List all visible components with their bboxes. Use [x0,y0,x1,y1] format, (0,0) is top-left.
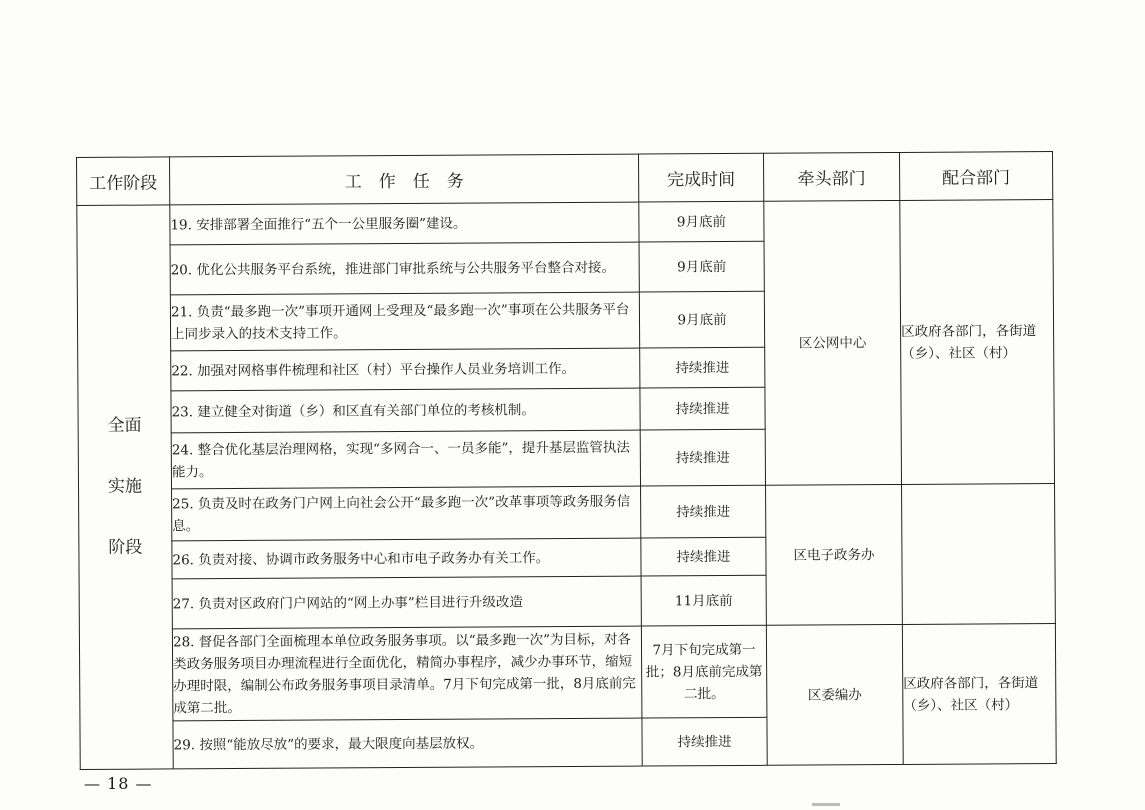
time-cell: 9月底前 [639,241,764,292]
task-cell: 27. 负责对区政府门户网站的“网上办事”栏目进行升级改造 [172,576,641,629]
stage-line: 阶段 [108,537,143,558]
stage-cell [77,205,173,770]
table-header-row [77,152,1053,206]
coop-dept-cell: 区政府各部门，各街道（乡）、社区（村） [902,624,1056,765]
lead-dept-cell: 区公网中心 [764,200,902,485]
time-cell: 11月底前 [641,575,766,626]
time-cell: 持续推进 [640,347,765,388]
lead-dept-cell: 区委编办 [766,624,903,765]
time-cell: 9月底前 [639,201,764,242]
header-time: 完成时间 [638,153,763,202]
task-cell: 26. 负责对接、协调市政务服务中心和市电子政务办有关工作。 [172,538,641,579]
task-cell: 22. 加强对网格事件梳理和社区（村）平台操作人员业务培训工作。 [171,348,640,391]
coop-dept-cell [902,484,1056,625]
time-cell: 持续推进 [640,387,765,430]
header-coop: 配合部门 [899,152,1052,201]
stage-line: 全面 [107,415,142,436]
page-number: — 18 — [84,774,153,793]
header-lead: 牵头部门 [763,152,899,201]
lead-dept-cell: 区电子政务办 [766,484,903,625]
task-cell: 25. 负责及时在政务门户网上向社会公开“最多跑一次”改革事项等政务服务信息。 [172,486,641,541]
task-cell: 21. 负责“最多跑一次”事项开通网上受理及“最多跑一次”事项在公共服务平台上同步录入的技术支持工作。 [170,292,639,351]
time-cell: 9月底前 [639,291,764,348]
task-cell: 23. 建立健全对街道（乡）和区直有关部门单位的考核机制。 [171,388,640,433]
coop-dept-cell: 区政府各部门，各街道（乡）、社区（村） [900,200,1055,485]
task-cell: 29. 按照“能放尽放”的要求，最大限度向基层放权。 [173,718,642,769]
time-cell: 持续推进 [642,717,767,766]
header-stage: 工作阶段 [77,157,170,206]
task-cell: 24. 整合优化基层治理网格，实现“多网合一、一员多能”，提升基层监管执法能力。 [171,430,640,489]
time-cell: 持续推进 [641,537,766,576]
table-row [79,484,1055,542]
task-cell: 19. 安排部署全面推行“五个一公里服务圈”建设。 [170,202,639,245]
time-cell: 持续推进 [641,485,766,538]
header-task: 工 作 任 务 [170,154,639,205]
table-row [77,200,1053,246]
scan-artifact [812,803,840,806]
work-plan-table [76,151,1057,770]
task-cell: 20. 优化公共服务平台系统，推进部门审批系统与公共服务平台整合对接。 [170,242,639,295]
time-cell: 持续推进 [640,429,765,486]
stage-line: 实施 [107,476,143,497]
time-cell: 7月下旬完成第一批；8月底前完成第二批。 [641,625,767,718]
table-row [79,624,1056,722]
task-cell: 28. 督促各部门全面梳理本单位政务服务事项。以“最多跑一次”为目标，对各类政务服务项目办理流程进行全面优化，精简办事程序，减少办事环节，缩短办理时限，编制公布政务服务事项目录清单。7月下旬完成第一批，8月底前完成第二批。 [172,626,642,721]
